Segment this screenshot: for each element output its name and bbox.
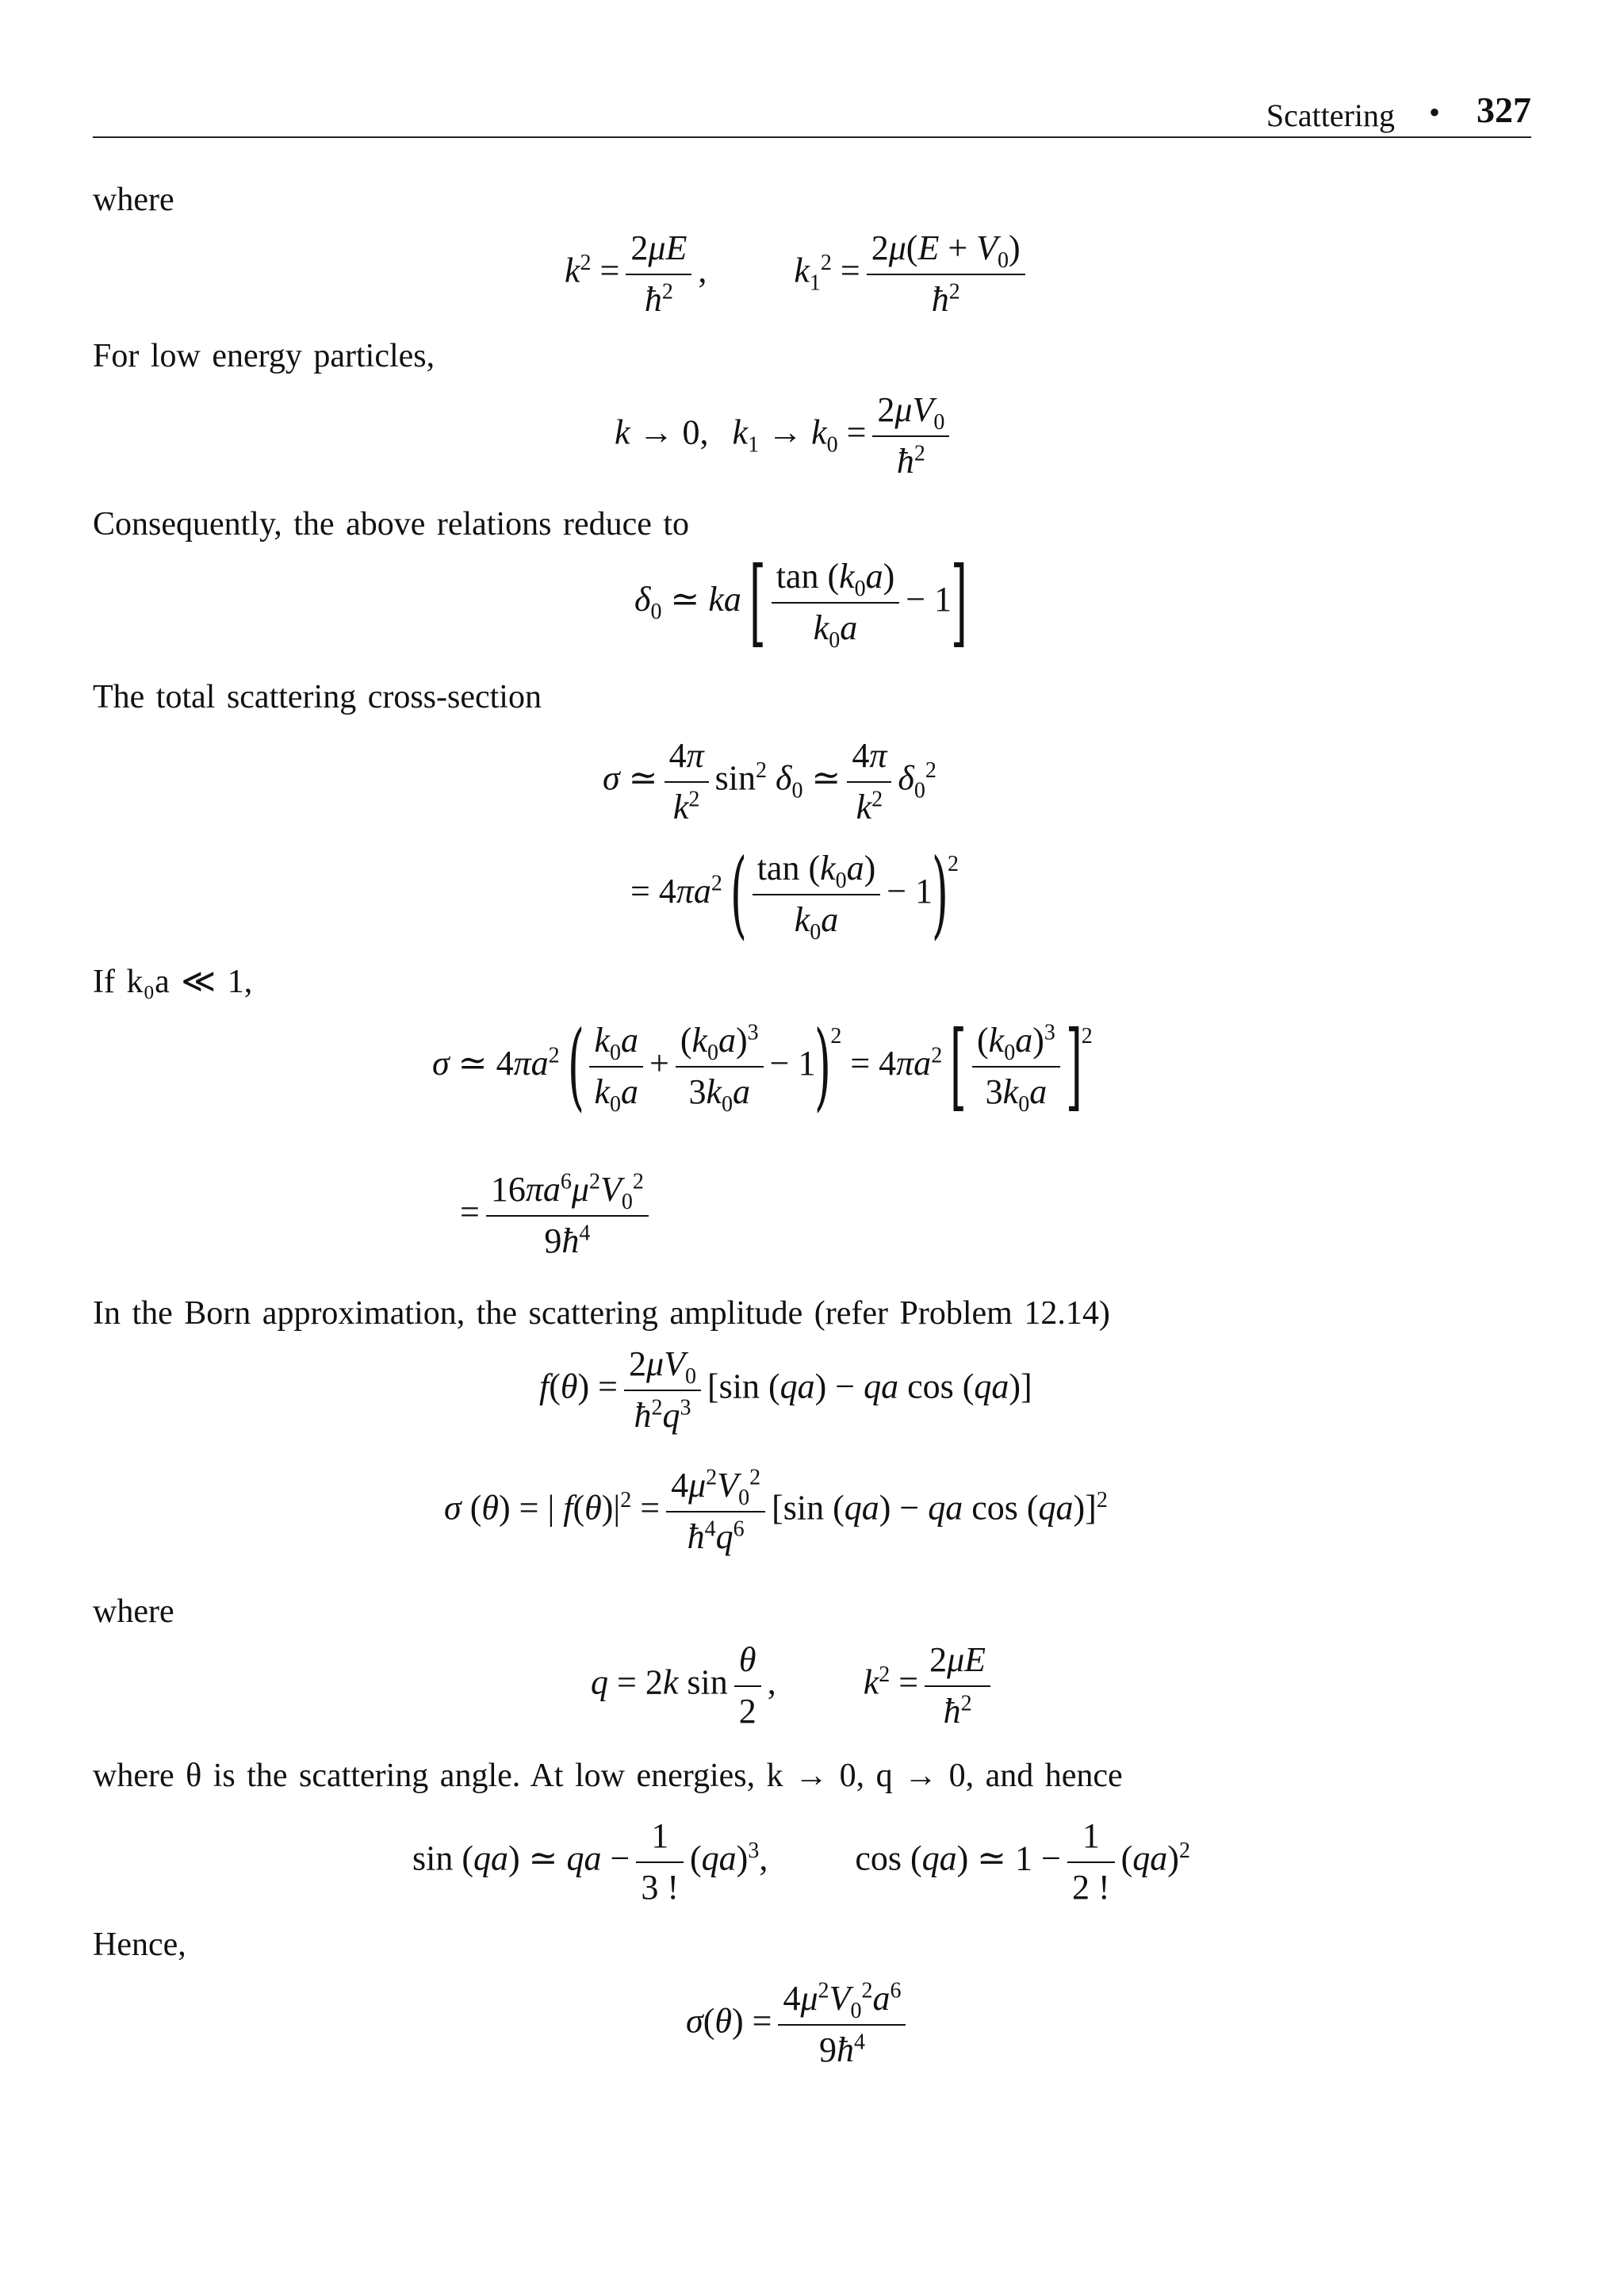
equation-phase-shift: $\delta_0$ ≃ ka [ $\frac{\tan (k_0a)}{k_0a}$ − 1] (634, 547, 968, 658)
text-if-condition: If k₀a ≪ 1, (93, 964, 253, 1000)
section-title: Scattering (1266, 98, 1395, 133)
equation-momentum-transfer: q = 2k sin $\frac{\theta}{2}$ , $k^2$ = $\frac{2\mu E}{ħ^2}$ (591, 1640, 997, 1731)
equation-differential-cross-section: σ (θ) = | $f(\theta)|^2$ = $\frac{4\mu^2V_0^2}{ħ^4q^6}$ [sin (qa) − qa cos (qa)]$^2$ (444, 1465, 1108, 1556)
text-total-cross-section: The total scattering cross-section (93, 679, 542, 715)
equation-cross-section-expansion: σ ≃ $4\pi a^2$ ( $\frac{k_0a}{k_0a}$ + $\frac{(k_0a)^3}{3k_0a}$ − $1)^2 = 4\pi a^2$ [ $\frac{(k_0a)^3}{3k_0a}$ ]$^2$ (432, 1011, 1093, 1121)
equation-cross-section-2: = $4\pi a^2$ ( $\frac{\tan (k_0a)}{k_0a}$ − 1)$^2$ (630, 839, 959, 949)
equation-k-definitions: $k^2$ = $\frac{2\mu E}{ħ^2}$ , $k_1^2$ = $\frac{2\mu(E + V_0)}{ħ^2}$ (565, 228, 1032, 320)
text-born-approximation: In the Born approximation, the scattering amplitude (refer Problem 12.14) (93, 1295, 1110, 1332)
running-header (93, 89, 1531, 138)
text-hence: Hence, (93, 1927, 186, 1963)
header-bullet: • (1428, 94, 1440, 130)
text-where-1: where (93, 182, 174, 218)
text-where-2: where (93, 1593, 174, 1630)
text-low-energy: For low energy particles, (93, 338, 435, 374)
equation-cross-section-1: σ ≃ $\frac{4\pi}{k^2}$ $\sin^2 \delta_0$ ≃ $\frac{4\pi}{k^2}$ $\delta_0^2$ (603, 736, 936, 826)
text-consequently: Consequently, the above relations reduce to (93, 506, 690, 542)
equation-cross-section-result: = $\frac{16\pi a^6\mu^2V_0^2}{9ħ^4}$ (460, 1170, 655, 1261)
equation-low-energy-limit: k → 0, $k_1 \to k_0$ = $\frac{2\mu V_0}{ħ^2}$ (615, 390, 956, 481)
page-number: 327 (1477, 90, 1531, 130)
text-where-theta: where θ is the scattering angle. At low energies, k → 0, q → 0, and hence (93, 1758, 1123, 1794)
equation-taylor-expansion: sin (qa) ≃ qa − $\frac{1}{3 !}$ (qa)$^3$, cos (qa) ≃ 1 − $\frac{1}{2 !}$ (qa)$^2$ (412, 1816, 1190, 1907)
equation-final-result: σ(θ) = $\frac{4\mu^2V_0^2a^6}{9ħ^4}$ (686, 1979, 912, 2070)
equation-scattering-amplitude: f(θ) = $\frac{2\mu V_0}{ħ^2q^3}$ [sin (qa) − qa cos (qa)] (539, 1344, 1032, 1435)
